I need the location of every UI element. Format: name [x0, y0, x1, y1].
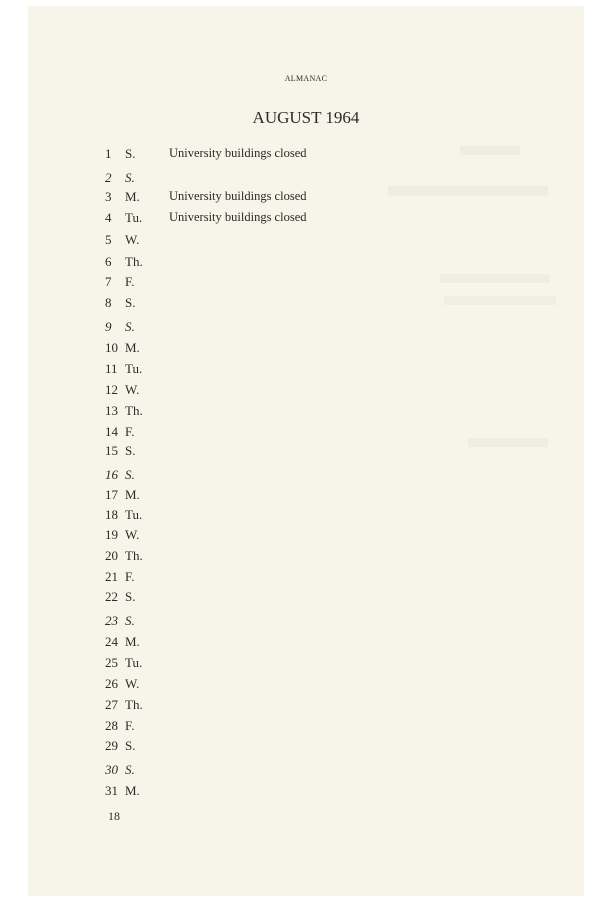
day-number: 10 — [105, 340, 118, 355]
day-number: 12 — [105, 382, 118, 397]
weekday-abbrev: S. — [125, 443, 136, 458]
almanac-page — [28, 6, 584, 896]
day-note: University buildings closed — [169, 189, 307, 203]
weekday-abbrev: F. — [125, 274, 135, 289]
day-number: 5 — [105, 232, 112, 247]
day-number: 13 — [105, 403, 118, 418]
running-head: ALMANAC — [284, 74, 328, 83]
day-number: 25 — [105, 655, 118, 670]
day-number: 1 — [105, 146, 112, 161]
day-number: 3 — [105, 189, 112, 204]
day-number: 30 — [105, 762, 118, 777]
weekday-abbrev: Tu. — [125, 210, 143, 225]
weekday-abbrev: F. — [125, 424, 135, 439]
day-number: 23 — [105, 613, 118, 628]
weekday-abbrev: M. — [125, 487, 140, 502]
weekday-abbrev: M. — [125, 634, 140, 649]
weekday-abbrev: S. — [125, 170, 135, 185]
weekday-abbrev: Th. — [125, 548, 143, 563]
day-number: 31 — [105, 783, 118, 798]
day-number: 2 — [105, 170, 112, 185]
weekday-abbrev: S. — [125, 319, 135, 334]
weekday-abbrev: W. — [125, 676, 140, 691]
weekday-abbrev: S. — [125, 613, 135, 628]
day-note: University buildings closed — [169, 146, 307, 160]
day-number: 26 — [105, 676, 118, 691]
day-number: 27 — [105, 697, 118, 712]
day-number: 7 — [105, 274, 112, 289]
weekday-abbrev: S. — [125, 738, 136, 753]
weekday-abbrev: W. — [125, 232, 140, 247]
weekday-abbrev: S. — [125, 295, 136, 310]
day-number: 20 — [105, 548, 118, 563]
weekday-abbrev: W. — [125, 382, 140, 397]
weekday-abbrev: S. — [125, 146, 136, 161]
day-number: 16 — [105, 467, 118, 482]
day-number: 19 — [105, 527, 118, 542]
day-number: 4 — [105, 210, 112, 225]
day-number: 22 — [105, 589, 118, 604]
page-title: AUGUST 1964 — [252, 108, 360, 127]
day-number: 15 — [105, 443, 118, 458]
weekday-abbrev: Th. — [125, 403, 143, 418]
weekday-abbrev: F. — [125, 718, 135, 733]
weekday-abbrev: M. — [125, 340, 140, 355]
day-number: 24 — [105, 634, 118, 649]
day-number: 14 — [105, 424, 118, 439]
weekday-abbrev: Th. — [125, 254, 143, 269]
day-number: 9 — [105, 319, 112, 334]
page-number: 18 — [108, 809, 120, 823]
day-number: 18 — [105, 507, 118, 522]
day-number: 29 — [105, 738, 118, 753]
day-number: 11 — [105, 361, 118, 376]
weekday-abbrev: W. — [125, 527, 140, 542]
day-note: University buildings closed — [169, 210, 307, 224]
weekday-abbrev: Tu. — [125, 361, 143, 376]
weekday-abbrev: Tu. — [125, 655, 143, 670]
weekday-abbrev: Th. — [125, 697, 143, 712]
day-number: 21 — [105, 569, 118, 584]
day-number: 28 — [105, 718, 118, 733]
day-number: 6 — [105, 254, 112, 269]
weekday-abbrev: F. — [125, 569, 135, 584]
weekday-abbrev: M. — [125, 783, 140, 798]
weekday-abbrev: S. — [125, 589, 136, 604]
weekday-abbrev: M. — [125, 189, 140, 204]
day-number: 17 — [105, 487, 118, 502]
weekday-abbrev: S. — [125, 762, 135, 777]
day-number: 8 — [105, 295, 112, 310]
weekday-abbrev: Tu. — [125, 507, 143, 522]
weekday-abbrev: S. — [125, 467, 135, 482]
